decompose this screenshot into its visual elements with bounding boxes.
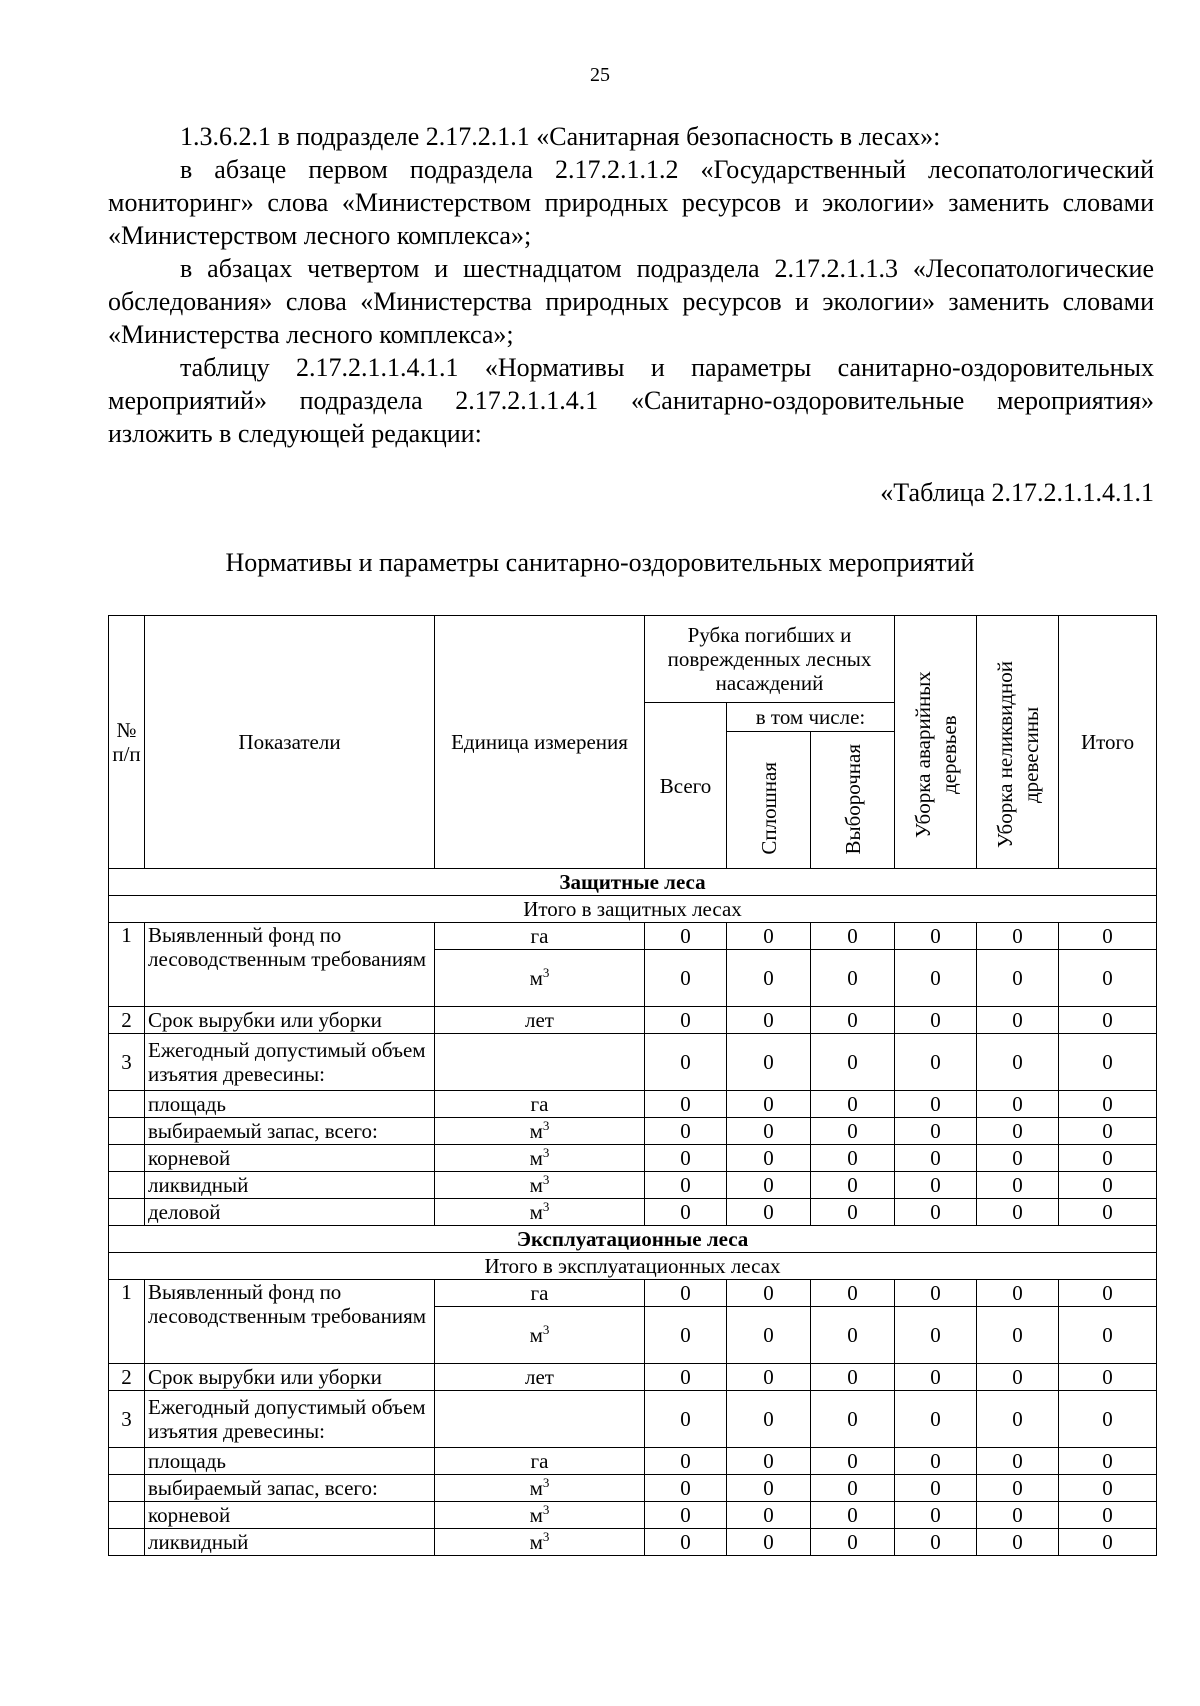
value-cell: 0 [895,1475,977,1502]
value-cell: 0 [645,1118,727,1145]
value-cell: 0 [811,1145,895,1172]
table-row [109,1529,1157,1556]
value-cell: 0 [895,1307,977,1364]
section-subtitle-row [109,1253,1157,1280]
unit-text: м [529,1200,543,1224]
value-cell: 0 [1059,1172,1157,1199]
value-cell: 0 [977,1280,1059,1307]
unit-text: м [529,1119,543,1143]
row-label: ликвидный [145,1529,435,1556]
unit-cell [435,1145,645,1172]
value-cell: 0 [811,950,895,1007]
value-cell: 0 [727,1172,811,1199]
value-cell: 0 [645,1364,727,1391]
value-cell: 0 [895,1199,977,1226]
table-row [109,1091,1157,1118]
table-row [109,1007,1157,1034]
header-felling: Рубка погибших и поврежденных лесных насаждений [645,616,895,703]
unit-cell: лет [435,1364,645,1391]
value-cell: 0 [1059,1007,1157,1034]
row-number: 3 [109,1391,145,1448]
value-cell: 0 [1059,1529,1157,1556]
unit-text: м [529,1173,543,1197]
value-cell: 0 [645,1145,727,1172]
value-cell: 0 [895,1364,977,1391]
row-number [109,1529,145,1556]
unit-cell [435,1199,645,1226]
value-cell: 0 [645,1307,727,1364]
paragraph-3: в абзацах четвертом и шестнадцатом подраздела 2.17.2.1.1.3 «Лесопатологические обследования» слова «Министерства природных ресурсов и экологии» заменить словами «Министерства лесного комплекса»; [108,254,1154,349]
table-row [109,1118,1157,1145]
value-cell: 0 [895,1448,977,1475]
value-cell: 0 [977,1448,1059,1475]
value-cell: 0 [895,923,977,950]
unit-cell [435,1172,645,1199]
section-subtitle-row [109,896,1157,923]
page-number: 25 [590,64,610,86]
unit-text: м [529,1476,543,1500]
value-cell: 0 [811,1034,895,1091]
value-cell: 0 [977,1391,1059,1448]
unit-cell [435,1307,645,1364]
value-cell: 0 [977,1007,1059,1034]
value-cell: 0 [727,1007,811,1034]
value-cell: 0 [811,1307,895,1364]
table-row [109,1145,1157,1172]
value-cell: 0 [645,1091,727,1118]
value-cell: 0 [1059,1307,1157,1364]
paragraph-1: 1.3.6.2.1 в подразделе 2.17.2.1.1 «Санитарная безопасность в лесах»: [180,122,941,151]
row-label: корневой [145,1502,435,1529]
section-subtitle: Итого в защитных лесах [109,896,1157,923]
paragraph-4: таблицу 2.17.2.1.1.4.1.1 «Нормативы и параметры санитарно-оздоровительных мероприятий» подраздела 2.17.2.1.1.4.1 «Санитарно-оздоровительные мероприятия» изложить в следующей редакции: [108,353,1154,448]
unit-cell [435,1475,645,1502]
table-row [109,1364,1157,1391]
unit-superscript: 3 [542,1145,550,1160]
header-illiquid: Уборка неликвидной древесины [977,616,1059,869]
row-label: деловой [145,1199,435,1226]
table-row [109,1199,1157,1226]
value-cell: 0 [895,950,977,1007]
value-cell: 0 [1059,1034,1157,1091]
header-num: № п/п [109,616,145,869]
value-cell: 0 [1059,1502,1157,1529]
value-cell: 0 [645,950,727,1007]
value-cell: 0 [895,1280,977,1307]
value-cell: 0 [977,1034,1059,1091]
value-cell: 0 [977,1118,1059,1145]
row-label: выбираемый запас, всего: [145,1475,435,1502]
value-cell: 0 [811,1091,895,1118]
unit-cell [435,1502,645,1529]
value-cell: 0 [1059,1391,1157,1448]
table-title: Нормативы и параметры санитарно-оздоровительных мероприятий [225,548,975,577]
unit-cell: га [435,923,645,950]
row-label: Ежегодный допустимый объем изъятия древесины: [145,1034,435,1091]
value-cell: 0 [811,1475,895,1502]
row-label: Ежегодный допустимый объем изъятия древесины: [145,1391,435,1448]
value-cell: 0 [727,1199,811,1226]
value-cell: 0 [727,1145,811,1172]
value-cell: 0 [977,1364,1059,1391]
row-label: Выявленный фонд по лесоводственным требованиям [145,1280,435,1364]
value-cell: 0 [645,1448,727,1475]
value-cell: 0 [645,1199,727,1226]
value-cell: 0 [727,1280,811,1307]
unit-cell: га [435,1091,645,1118]
unit-cell [435,1529,645,1556]
unit-cell [435,1391,645,1448]
unit-superscript: 3 [542,1529,550,1544]
norms-table [108,615,1157,1556]
value-cell: 0 [1059,1280,1157,1307]
row-number: 2 [109,1007,145,1034]
paragraph-2: в абзаце первом подраздела 2.17.2.1.1.2 «Государственный лесопатологический мониторинг» слова «Министерством природных ресурсов и экологии» заменить словами «Министерством лесного комплекса»; [108,155,1154,250]
row-label: Срок вырубки или уборки [145,1364,435,1391]
header-sum: Итого [1059,616,1157,869]
value-cell: 0 [727,1475,811,1502]
value-cell: 0 [727,1391,811,1448]
unit-cell [435,1118,645,1145]
value-cell: 0 [977,1502,1059,1529]
value-cell: 0 [727,923,811,950]
value-cell: 0 [811,1172,895,1199]
value-cell: 0 [895,1529,977,1556]
value-cell: 0 [727,1091,811,1118]
value-cell: 0 [727,1307,811,1364]
row-label: площадь [145,1091,435,1118]
unit-text: м [529,1146,543,1170]
value-cell: 0 [895,1091,977,1118]
value-cell: 0 [811,1502,895,1529]
table-reference: «Таблица 2.17.2.1.1.4.1.1 [880,478,1154,507]
row-number [109,1145,145,1172]
value-cell: 0 [1059,1091,1157,1118]
value-cell: 0 [895,1172,977,1199]
header-selective: Выборочная [811,732,895,869]
row-number: 1 [109,1280,145,1364]
value-cell: 0 [727,1502,811,1529]
value-cell: 0 [977,1145,1059,1172]
value-cell: 0 [977,1199,1059,1226]
value-cell: 0 [727,1364,811,1391]
value-cell: 0 [727,1118,811,1145]
value-cell: 0 [1059,1145,1157,1172]
value-cell: 0 [727,1034,811,1091]
value-cell: 0 [977,1307,1059,1364]
value-cell: 0 [811,1529,895,1556]
row-number [109,1172,145,1199]
unit-text: м [529,1323,543,1347]
row-label: Срок вырубки или уборки [145,1007,435,1034]
value-cell: 0 [1059,950,1157,1007]
value-cell: 0 [645,923,727,950]
value-cell: 0 [977,1091,1059,1118]
value-cell: 0 [895,1007,977,1034]
row-label: площадь [145,1448,435,1475]
unit-cell [435,950,645,1007]
value-cell: 0 [645,1529,727,1556]
value-cell: 0 [645,1034,727,1091]
header-indicators: Показатели [145,616,435,869]
unit-cell: лет [435,1007,645,1034]
header-clear: Сплошная [727,732,811,869]
value-cell: 0 [645,1007,727,1034]
table-row [109,1280,1157,1307]
value-cell: 0 [811,1007,895,1034]
section-title: Эксплуатационные леса [109,1226,1157,1253]
value-cell: 0 [977,950,1059,1007]
value-cell: 0 [977,1529,1059,1556]
value-cell: 0 [1059,1475,1157,1502]
value-cell: 0 [977,1172,1059,1199]
value-cell: 0 [1059,1364,1157,1391]
value-cell: 0 [1059,1118,1157,1145]
section-title-row [109,869,1157,896]
value-cell: 0 [1059,1448,1157,1475]
row-number [109,1091,145,1118]
row-label: корневой [145,1145,435,1172]
value-cell: 0 [1059,1199,1157,1226]
row-number: 2 [109,1364,145,1391]
table-row [109,1475,1157,1502]
unit-superscript: 3 [542,1502,550,1517]
value-cell: 0 [811,1280,895,1307]
value-cell: 0 [977,1475,1059,1502]
section-title-row [109,1226,1157,1253]
unit-cell: га [435,1280,645,1307]
row-number [109,1118,145,1145]
row-number [109,1475,145,1502]
table-row [109,1034,1157,1091]
header-including: в том числе: [727,703,895,732]
unit-superscript: 3 [542,1172,550,1187]
value-cell: 0 [727,1448,811,1475]
section-title: Защитные леса [109,869,1157,896]
row-number: 3 [109,1034,145,1091]
unit-text: м [529,1503,543,1527]
unit-cell [435,1034,645,1091]
value-cell: 0 [811,1364,895,1391]
value-cell: 0 [811,1448,895,1475]
row-number [109,1199,145,1226]
header-emergency: Уборка аварийных деревьев [895,616,977,869]
value-cell: 0 [645,1172,727,1199]
table-row [109,923,1157,950]
row-number [109,1448,145,1475]
section-subtitle: Итого в эксплуатационных лесах [109,1253,1157,1280]
value-cell: 0 [811,1118,895,1145]
value-cell: 0 [977,923,1059,950]
value-cell: 0 [1059,923,1157,950]
row-label: ликвидный [145,1172,435,1199]
unit-superscript: 3 [542,965,550,980]
unit-superscript: 3 [542,1322,550,1337]
value-cell: 0 [811,923,895,950]
unit-superscript: 3 [542,1475,550,1490]
unit-text: м [529,1530,543,1554]
value-cell: 0 [645,1502,727,1529]
row-number [109,1502,145,1529]
value-cell: 0 [645,1280,727,1307]
table-row [109,1448,1157,1475]
value-cell: 0 [895,1118,977,1145]
header-total: Всего [645,703,727,869]
value-cell: 0 [645,1391,727,1448]
unit-cell: га [435,1448,645,1475]
unit-superscript: 3 [542,1199,550,1214]
value-cell: 0 [727,1529,811,1556]
value-cell: 0 [811,1199,895,1226]
value-cell: 0 [727,950,811,1007]
unit-text: м [529,966,543,990]
value-cell: 0 [895,1034,977,1091]
value-cell: 0 [895,1145,977,1172]
table-row [109,1502,1157,1529]
unit-superscript: 3 [542,1118,550,1133]
row-number: 1 [109,923,145,1007]
value-cell: 0 [895,1391,977,1448]
table-row [109,1391,1157,1448]
row-label: Выявленный фонд по лесоводственным требованиям [145,923,435,1007]
header-unit: Единица измерения [435,616,645,869]
value-cell: 0 [645,1475,727,1502]
value-cell: 0 [895,1502,977,1529]
value-cell: 0 [811,1391,895,1448]
table-row [109,1172,1157,1199]
row-label: выбираемый запас, всего: [145,1118,435,1145]
